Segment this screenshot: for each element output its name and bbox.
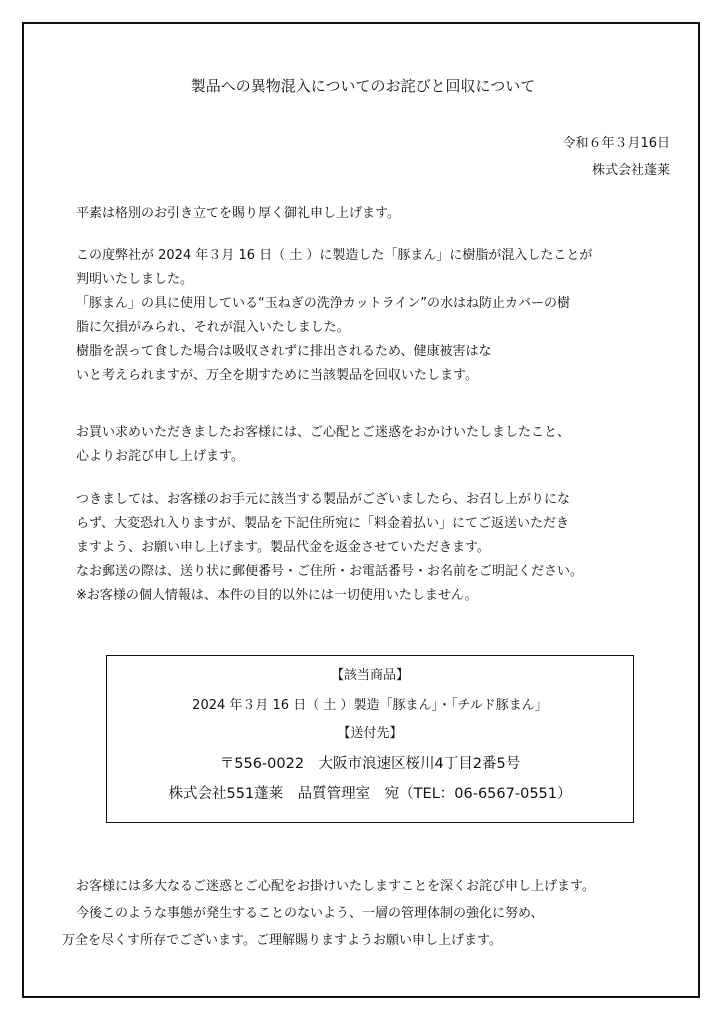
paragraph-line: なお郵送の際は、送り状に郵便番号・ご住所・お電話番号・お名前をご明記ください。 <box>76 564 584 579</box>
company-name: 株式会社蓬莱 <box>591 163 670 178</box>
incident-paragraph <box>76 244 592 388</box>
issue-date: 令和６年３月16日 <box>562 136 670 151</box>
product-info-box <box>106 655 634 823</box>
paragraph-line: この度弊社が 2024 年３月 16 日（ 土 ）に製造した「豚まん」に樹脂が混入したことが <box>76 248 593 263</box>
closing-line: 今後このような事態が発生することのないよう、一層の管理体制の強化に努め、 <box>76 906 544 921</box>
paragraph-line: 「豚まん」の具に使用している“玉ねぎの洗浄カットライン”の水はね防止カバーの樹 <box>76 296 570 311</box>
paragraph-line: 脂に欠損がみられ、それが混入いたしました。 <box>76 320 350 335</box>
ship-to-address: 〒556-0022 大阪市浪速区桜川4丁目2番5号 <box>219 756 521 772</box>
paragraph-line: 樹脂を誤って食した場合は吸収されずに排出されるため、健康被害はな <box>76 344 492 359</box>
closing-line: お客様には多大なるご迷惑とご心配をお掛けいたしますことを深くお詫び申し上げます。 <box>76 879 595 894</box>
product-description: 2024 年３月 16 日（ 土 ）製造「豚まん」・「チルド豚まん」 <box>192 698 548 713</box>
return-instructions-paragraph <box>76 488 583 608</box>
greeting-paragraph <box>76 202 400 226</box>
ship-to-heading: 【送付先】 <box>337 726 403 741</box>
page-title: 製品への異物混入についてのお詫びと回収について <box>190 77 536 95</box>
paragraph-line: いと考えられますが、万全を期すために当該製品を回収いたします。 <box>76 368 478 383</box>
paragraph-line: らず、大変恐れ入りますが、製品を下記住所宛に「料金着払い」にてご返送いただき <box>76 516 569 531</box>
paragraph-line: 心よりお詫び申し上げます。 <box>76 449 244 464</box>
paragraph-line: 平素は格別のお引き立てを賜り厚く御礼申し上げます。 <box>76 206 400 221</box>
paragraph-line: ※お客様の個人情報は、本件の目的以外には一切使用いたしません。 <box>76 588 478 603</box>
closing-line: 万全を尽くす所存でございます。ご理解賜りますようお願い申し上げます。 <box>62 933 502 948</box>
paragraph-line: 判明いたしました。 <box>76 272 194 287</box>
paragraph-line: つきましては、お客様のお手元に該当する製品がございましたら、お召し上がりにな <box>76 492 571 507</box>
paragraph-line: ますよう、お願い申し上げます。製品代金を返金させていただきます。 <box>76 540 490 555</box>
product-heading: 【該当商品】 <box>330 668 409 683</box>
ship-to-recipient: 株式会社551蓬莱 品質管理室 宛（TEL：06-6567-0551） <box>168 786 572 802</box>
paragraph-line: お買い求めいただきましたお客様には、ご心配とご迷惑をおかけいたしましたこと、 <box>76 425 571 440</box>
apology-paragraph <box>76 421 570 469</box>
